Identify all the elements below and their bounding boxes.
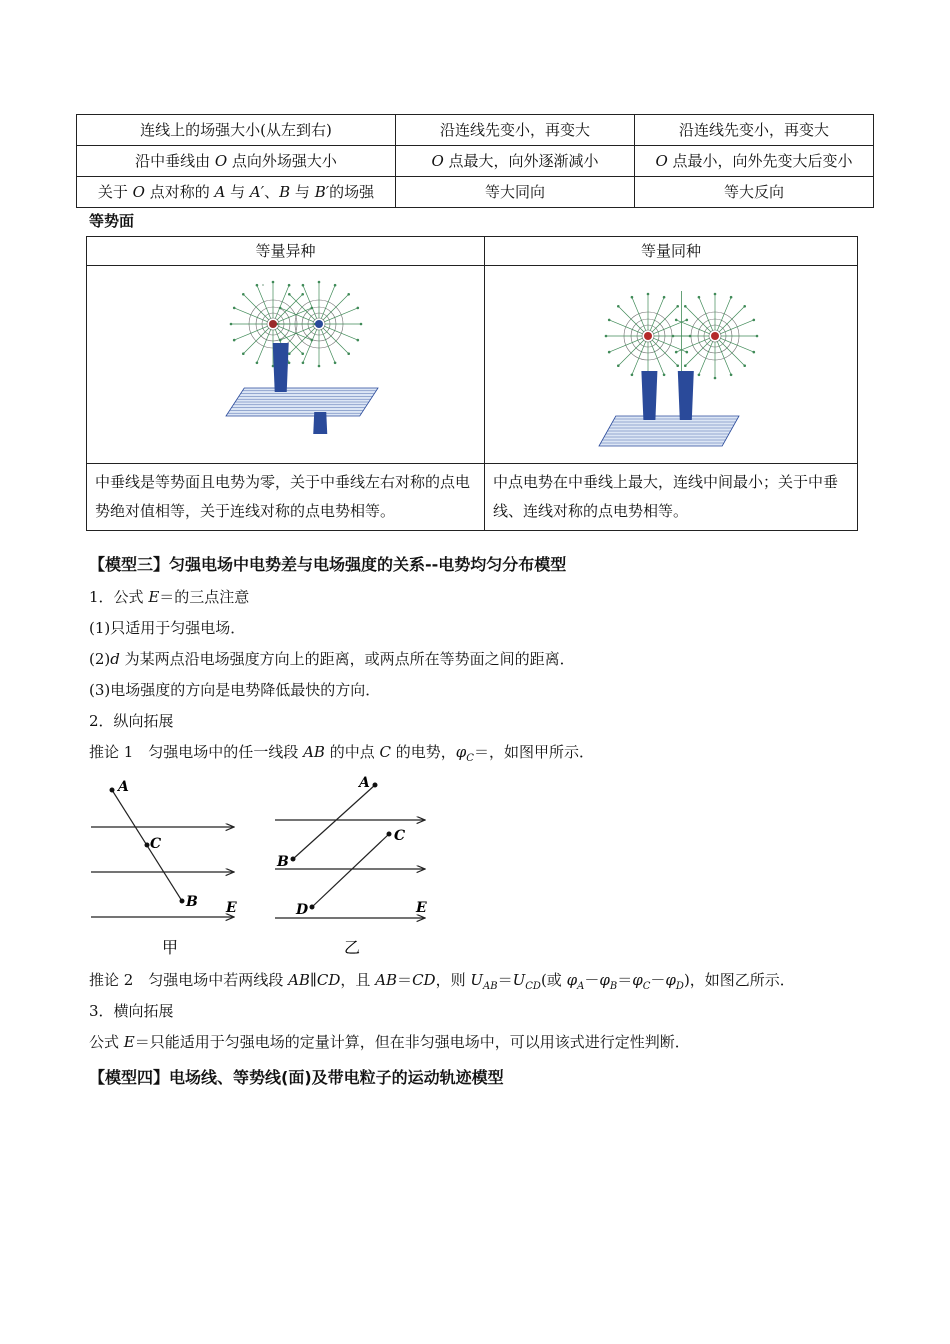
arrow-head	[676, 305, 679, 308]
point-c	[387, 832, 392, 837]
field-line	[650, 342, 664, 375]
arrow-head	[608, 319, 611, 322]
charge-dot	[315, 320, 323, 328]
arrow-head	[233, 307, 236, 310]
point-a	[110, 788, 115, 793]
charge-dot	[269, 320, 277, 328]
field-line	[243, 328, 268, 353]
arrow-head	[631, 374, 634, 377]
label-c: C	[394, 828, 406, 844]
arrow-head	[631, 296, 634, 299]
table-cell: 关于 O 点对称的 A 与 A′、B 与 B′的场强	[77, 177, 396, 208]
label-d: D	[296, 902, 309, 918]
arrow-head	[360, 323, 363, 326]
table-cell: 沿连线先变小，再变大	[635, 115, 874, 146]
arrow-head	[357, 307, 360, 310]
opposite-charge-field-lines	[230, 281, 363, 368]
arrow-head	[242, 352, 245, 355]
label-e: E	[416, 900, 427, 916]
field-line	[652, 340, 677, 365]
field-line	[650, 297, 664, 330]
label-b: B	[277, 854, 289, 870]
field-line	[699, 297, 713, 330]
arrow-head	[279, 339, 282, 342]
field-line	[717, 342, 731, 375]
arrow-head	[311, 307, 314, 310]
arrow-head	[675, 351, 678, 354]
arrow-head	[684, 364, 687, 367]
field-line	[618, 340, 643, 365]
arrow-head	[318, 365, 321, 368]
arrow-head	[334, 284, 337, 287]
arrow-head	[242, 293, 245, 296]
arrow-head	[743, 305, 746, 308]
field-line	[719, 306, 744, 331]
table-row	[87, 266, 858, 464]
arrow-head	[756, 335, 759, 338]
table-cell: 中点电势在中垂线上最大，连线中间最小；关于中垂线、连线对称的点电势相等。	[485, 464, 858, 531]
field-line	[234, 308, 267, 322]
field-line	[721, 320, 754, 334]
arrow-head	[357, 339, 360, 342]
arrow-head	[288, 362, 291, 365]
arrow-head	[617, 364, 620, 367]
opposite-charges-figure	[93, 266, 478, 458]
arrow-head	[302, 284, 305, 287]
field-line	[685, 340, 710, 365]
potential-peak	[641, 371, 657, 420]
field-line	[303, 285, 317, 318]
table-cell	[87, 266, 485, 464]
table-header-cell: 等量异种	[87, 237, 485, 266]
label-b: B	[186, 894, 198, 910]
like-charge-field-lines	[605, 291, 759, 381]
label-a: A	[118, 779, 129, 795]
potential-peak	[678, 371, 694, 420]
caption-jia: 甲	[162, 938, 179, 957]
arrow-head	[256, 362, 259, 365]
arrow-head	[301, 352, 304, 355]
label-a: A	[359, 775, 370, 791]
paragraph: (1)只适用于匀强电场．	[89, 619, 246, 637]
paragraph: (2)d 为某两点沿电场强度方向上的距离，或两点所在等势面之间的距离．	[89, 650, 575, 668]
arrow-head	[334, 362, 337, 365]
table-cell: 中垂线是等势面且电势为零，关于中垂线左右对称的点电势绝对值相等，关于连线对称的点电势相等。	[87, 464, 485, 531]
field-line	[275, 285, 289, 318]
equipotential-heading: 等势面	[89, 212, 135, 230]
arrow-head	[686, 351, 689, 354]
table-cell	[485, 266, 858, 464]
arrow-head	[672, 335, 675, 338]
paragraph: 推论 1 匀强电场中的任一线段 AB 的中点 C 的电势，$\varphi_C=$，如图甲所示．	[89, 743, 594, 764]
field-line	[234, 326, 267, 340]
label-c: C	[150, 836, 162, 852]
table-cell: 连线上的场强大小(从左到右)	[77, 115, 396, 146]
arrow-head	[698, 296, 701, 299]
field-line	[323, 328, 348, 353]
paragraph: 1．公式 E＝的三点注意	[89, 588, 250, 606]
table-cell: 沿连线先变小，再变大	[396, 115, 635, 146]
field-line	[632, 342, 646, 375]
arrow-head	[288, 352, 291, 355]
model3-title: 【模型三】匀强电场中电势差与电场强度的关系--电势均匀分布模型	[89, 555, 567, 574]
table-row	[77, 177, 874, 208]
arrow-head	[301, 293, 304, 296]
arrow-head	[288, 284, 291, 287]
point-c	[145, 843, 150, 848]
arrow-head	[608, 351, 611, 354]
field-line	[618, 306, 643, 331]
point-b	[180, 899, 185, 904]
field-line	[303, 330, 317, 363]
field-line	[721, 338, 754, 352]
paragraph: 2．纵向拓展	[89, 712, 174, 730]
segment-cd	[312, 834, 389, 907]
paragraph: 公式 E＝只能适用于匀强电场的定量计算，但在非匀强电场中，可以用该式进行定性判断．	[89, 1033, 690, 1051]
field-line	[321, 330, 335, 363]
arrow-head	[730, 296, 733, 299]
caption-yi: 乙	[344, 938, 361, 957]
arrow-head	[686, 319, 689, 322]
table-cell: O 点最大，向外逐渐减小	[396, 146, 635, 177]
arrow-head	[605, 335, 608, 338]
potential-well	[313, 412, 327, 434]
field-line	[243, 294, 268, 319]
field-line	[652, 306, 677, 331]
table-header-cell: 等量同种	[485, 237, 858, 266]
arrow-head	[753, 319, 756, 322]
field-line	[609, 320, 642, 334]
field-line	[609, 338, 642, 352]
arrow-head	[714, 293, 717, 296]
arrow-head	[302, 362, 305, 365]
arrow-head	[676, 364, 679, 367]
arrow-head	[663, 374, 666, 377]
field-line	[321, 285, 335, 318]
field-line	[323, 294, 348, 319]
arrow-head	[730, 374, 733, 377]
arrow-head	[256, 284, 259, 287]
arrow-head	[272, 281, 275, 284]
potential-peak	[273, 343, 289, 392]
field-line	[257, 330, 271, 363]
field-line	[685, 306, 710, 331]
field-line	[719, 340, 744, 365]
model4-title: 【模型四】电场线、等势线(面)及带电粒子的运动轨迹模型	[89, 1068, 504, 1087]
arrow-head	[675, 319, 678, 322]
field-line	[632, 297, 646, 330]
table-cell: 等大反向	[635, 177, 874, 208]
arrow-head	[233, 339, 236, 342]
arrow-head	[617, 305, 620, 308]
field-line	[717, 297, 731, 330]
figure-yi	[270, 772, 440, 962]
arrow-head	[753, 351, 756, 354]
charge-dot	[644, 332, 652, 340]
field-strength-table	[76, 114, 874, 208]
arrow-head	[743, 364, 746, 367]
point-d	[310, 905, 315, 910]
arrow-head	[288, 293, 291, 296]
table-cell: O 点最小，向外先变大后变小	[635, 146, 874, 177]
arrow-head	[647, 293, 650, 296]
potential-surface	[226, 343, 378, 434]
arrow-head	[347, 352, 350, 355]
table-row	[77, 146, 874, 177]
arrow-head	[663, 296, 666, 299]
potential-surface	[599, 371, 739, 446]
paragraph: 推论 2 匀强电场中若两线段 AB∥CD，且 AB＝CD，则 $U_{AB}=U_{CD}$(或 $\varphi_A-\varphi_B=\varphi_C-\varphi_D$)，如图乙所示．	[89, 971, 795, 992]
field-line	[325, 308, 358, 322]
arrow-head	[684, 305, 687, 308]
table-cell: 沿中垂线由 O 点向外场强大小	[77, 146, 396, 177]
paragraph: 3．横向拓展	[89, 1002, 174, 1020]
like-charges-figure	[485, 266, 857, 458]
label-e: E	[226, 900, 237, 916]
figure-jia	[86, 772, 256, 962]
arrow-head	[347, 293, 350, 296]
table-row	[87, 464, 858, 531]
equipotential-table	[86, 236, 858, 531]
arrow-head	[714, 377, 717, 380]
point-b	[291, 857, 296, 862]
table-cell: 等大同向	[396, 177, 635, 208]
table-row	[87, 237, 858, 266]
table-row	[77, 115, 874, 146]
segment-ab	[293, 785, 375, 859]
arrow-head	[318, 281, 321, 284]
field-line	[257, 285, 271, 318]
point-a	[373, 783, 378, 788]
arrow-head	[698, 374, 701, 377]
field-line	[699, 342, 713, 375]
charge-dot	[711, 332, 719, 340]
paragraph: (3)电场强度的方向是电势降低最快的方向．	[89, 681, 381, 699]
arrow-head	[230, 323, 233, 326]
field-line	[325, 326, 358, 340]
